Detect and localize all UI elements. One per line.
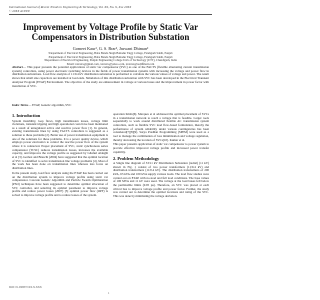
journal-header [9,5,212,13]
footer-doi: DOI: 01.IJRTET.XX.X.XXX [9,286,42,289]
journal-copyright: © 20XX ACEEE [9,9,30,13]
left-column [12,113,108,199]
problem-paragraph: A Single line diagram of 33/11 kV Distribution Substation (radial) (11 kV) shown in Fig. 1 consist of two power transformers (11/0.4 kV) and distribution transformers (11/0.4 kV). The distribution transformers of 200 kVA, 63 kVA and 100 kVA supply various loads. The load flow studies were carried out on ETAP with no-load and full load conditions. The base values of 100 MVA and 11 kV were used. The voltage at the load buses fell below the permissible limits (0.95 pu). Therefore, an SVC was placed at each critical bus to improve voltage profile and power factor. Further, the study was carried out to determine the optimal locations and rating of the SVC. This was done by minimizing the voltage deviation. [113,161,209,198]
index-terms-label: Index Terms [12,103,29,107]
affiliation-line: ³Department of Electrical Engineering, Punjab Engineering College Univ of Technology (UTT), Chandigarh, India [44,58,177,63]
paper-authors: Gomeet Kaur¹, G. S. Brar², Jaswant Dhiman³ [72,46,149,51]
paper-title: Improvement by Voltage Profile by Static Var Compensators in Distribution Substation [22,22,199,42]
header-rule [9,14,212,15]
abstract-label: Abstract [12,65,23,69]
body-paragraph: operation limits[6]. Marques et al addressed the optimal placement of SVCs in a transmission network to reach a voltage that is feasible. Larger tools sequentially to work around distributed flexible AC transmission system controllers, such as flexible SVC load flow-based formulation, thereby the performance of system reliability under various contingencies has been considered[7][8][9]. Surya Pradhan Programming (SPPM) were used as a tool to manage the combination of loss minimization and voltage regulation, thereby decreasing the location of SVCs[10]. Kumar et al. [113,112,209,142]
journal-citation: International Journal of Recent Trends in Engineering & Technology, Vol. XX, No. X, Xxx 20XX [9,5,132,9]
section-heading-introduction: 1. Introduction [12,113,41,118]
abstract [12,66,209,88]
intro-paragraph: System instability, loop flows, high transmission losses, voltage limit violations, transient tripping and high operational costs have been mentioned as a result of unregulated active and reactive power flow [1]. In general, existing transmission lines by using FACTS controllers is suggested as a solution to these problems [2]. Better use of power transmission equipment is one of the solutions for these problems. It is a power quality device, which employs power electronics to control the reactive power flow of the system where it is connected. Proper placement of SVC, static synchronous series compensator (TCSC) reduces transmission losses, increases the available capacity, and improves the voltage profile as suggested by Ghafuri Aldeghi et al [3]. Gerbex and Bruschi (2004) have suggested that the optimal location of SVC is identified to solve transmission line voltage problems [4]. Most of the work has been done on transmission lines whereas less focus on distribution lines. [12,118,108,171]
index-terms-text: — ETAP, Genetic algorithm, SVC [28,103,72,107]
section-heading-problem-methodology: 2. Problem Methodology [113,155,160,161]
affiliation-line: ¹Department of Electrical Engineering, Baba Banda Singh Bahadur Engg College, Fatehgarh Sahib, Punjab [48,51,173,55]
abstract-text: — This paper presents the potential applications of static var compensator (SVC) as one of the FACTS (flexible alternating current transmission system) controllers, using power electronic switching devices in the fields of power transmission systems with increasing the voltage and power flow in distribution substations. Load flow analysis of 11/0.4 kV distribution substation is performed to calculate the various values of voltage and power. The result shows that small size capacitors are installed at load ends. Simulation of this distribution substation with SVC has been developed in the Electrical Transient Analyzer Program (ETAP) Environment. The objective of the study are enhancement in voltage at various buses and the improvement in power factor with installation of SVC. [12,65,209,88]
affiliation-line: ²Department of Electrical Engineering, Baba Banda Singh Bahadur Engg College, Fatehgarh Sahib, Punjab [48,54,173,59]
intro-paragraph: In the present study, load flow analysis using the ETAP has been carried out on the distribution system to improve voltage profile using static var compensator. Cascade Genetic Algorithm and Particle Swarm Optimization (PSO) techniques have been suggested to determine optimal allocation of SVC controller, and selecting its optimal parameter to improve voltage profile and reduce power losses (2007) [5] optimal power flow (OPF) is solved to improve voltage profile and to reduce losses of the system. [12,170,108,197]
body-paragraph: This paper presents application of static var compensator to power system to provide effective improved voltage profile and increased power transfer capability. [113,142,209,154]
page-number: 1 [108,292,110,295]
right-column [113,113,209,200]
affiliation-email: Email: xxxxxx@gmail.com, xxxxxx@yahoo.com, xxxxxx@rediffmail.com [66,61,155,66]
index-terms [12,104,209,108]
